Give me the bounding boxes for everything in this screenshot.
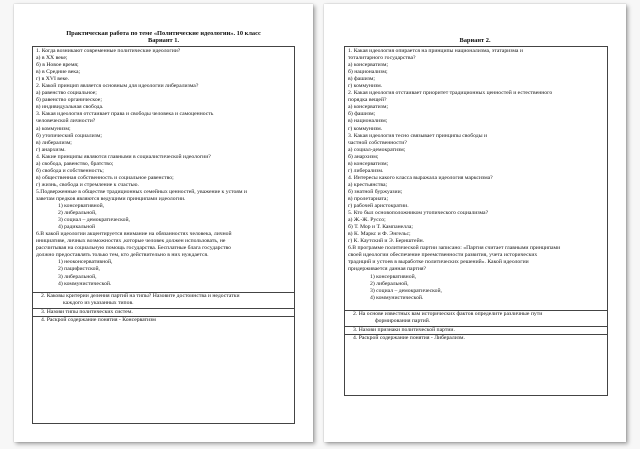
task-text: 2. На основе известных вам исторических фактов определите различные пути [353, 311, 543, 317]
question-line: 5. Кто был основоположником утопического социализма? [348, 210, 489, 217]
worksheet-page-variant-2 [324, 4, 626, 442]
question-line: г) в XVI веке. [36, 76, 70, 83]
question-line: своей идеологии обеспечение преемственности развития, учета исторических [348, 252, 538, 259]
task-row [345, 326, 607, 334]
question-line: 1) неоконсервативной, [58, 259, 113, 266]
question-line: в) либерализм; [36, 139, 72, 146]
question-line: а) равенство социальное; [36, 90, 97, 97]
task-text-continued: формирования партий. [375, 318, 431, 324]
question-line: а) крестьянства; [348, 181, 388, 188]
question-list [345, 47, 607, 302]
question-line: а) консерватизм; [348, 62, 389, 69]
question-line: 4) радикальной [58, 224, 96, 231]
question-line: в) консерватизм; [348, 160, 389, 167]
task-row [33, 292, 294, 307]
question-line: г) коммунизм. [348, 83, 383, 90]
question-line: 4. Какие принципы являются главными в социалистической идеологии? [36, 153, 211, 160]
question-line: 4) коммунистической. [370, 294, 424, 301]
question-line: 4. Интересы какого класса выражала идеология марксизма? [348, 174, 493, 181]
question-line: а) коммунизм; [36, 125, 71, 132]
question-line: а) Ж.-Ж. Руссо; [348, 217, 386, 224]
task-text: 3. Назови признаки политической партии. [353, 327, 455, 333]
question-line: г) рабочей аристократии. [348, 203, 409, 210]
question-line: должно предоставлять только тем, кто действительно в них нуждается. [36, 252, 209, 259]
question-line: человеческой личности? [36, 118, 96, 125]
question-line: заветам предков являются ведущими принципами идеологии. [36, 195, 186, 202]
question-line: а) в XX веке; [36, 55, 68, 62]
variant-heading: Вариант 2. [459, 37, 491, 44]
question-line: а) консерватизм; [348, 104, 389, 111]
question-line: частной собственности? [348, 139, 407, 146]
question-line: 4) коммунистической. [58, 280, 112, 287]
question-list [33, 47, 294, 288]
question-line: в) К. Маркс и Ф. Энгельс; [348, 231, 411, 238]
question-line: 1. Когда возникают современные политические идеологии? [36, 48, 181, 54]
question-line: 1) консервативной, [370, 273, 417, 280]
question-line: 1. Какая идеология опирается на принципы национализма, этатаризма и [348, 48, 523, 54]
task-row [345, 310, 607, 325]
worksheet-page-variant-1 [14, 4, 313, 442]
task-text: 2. Каковы критерии деления партий на типы? Назовите достоинства и недостатки [41, 293, 240, 299]
question-line: инициативе, личных возможностях ,которые человек должен использовать, не [36, 238, 226, 245]
task-text: 4. Раскрой содержание понятия - Либерализм. [353, 335, 465, 341]
question-line: б) знатной буржуазии; [348, 188, 403, 195]
question-line: б) свобода и собственность; [36, 167, 104, 174]
question-line: 3) социал – демократической, [370, 287, 442, 294]
worksheet-title: Практическая работа по теме «Политические идеологии». 10 класс [66, 30, 261, 37]
question-line: 5.Подверженные в обществе традиционных семейных ценностей, уважение к устоям и [36, 188, 247, 195]
question-line: 3. Какая идеология отстаивает права и свободы человека и самоценность [36, 111, 214, 118]
question-line: 6.В какой идеологии акцентируется внимание на обязанностях человека, личной [36, 231, 232, 238]
question-line: г) коммунизм. [348, 125, 383, 132]
task-text-continued: каждого из указанных типов. [63, 300, 134, 306]
question-line: б) равенство органическое; [36, 97, 102, 104]
question-line: в) в Средние века; [36, 69, 81, 76]
question-line: б) анархизм; [348, 153, 379, 160]
question-line: тоталитарного государства? [348, 55, 416, 62]
task-row [33, 308, 294, 316]
question-line: 3) либеральной, [58, 273, 97, 280]
question-line: г) анархизм. [36, 146, 66, 153]
question-line: б) фашизм; [348, 111, 376, 118]
question-line: г) К. Каутский и Э. Бернштейн. [348, 238, 425, 245]
task-text: 4. Раскрой содержание понятия - Консерватизм [41, 317, 156, 323]
question-line: 3. Какая идеология тесно связывает принципы свободы и [348, 132, 487, 139]
task-row [33, 316, 294, 324]
question-line: 2) либеральной, [58, 210, 97, 217]
question-line: рассчитывая на социальную помощь государства. Бесплатные блага государство [36, 245, 231, 252]
question-line: 2) либеральной, [370, 280, 409, 287]
question-line: б) национализм; [348, 69, 388, 76]
variant-heading: Вариант 1. [147, 37, 180, 44]
task-text: 3. Назови типы политических систем. [41, 309, 133, 315]
task-row [345, 334, 607, 342]
questions-box [32, 46, 295, 424]
question-line: 1) консервативной, [58, 203, 105, 210]
question-line: а) свобода, равенство, братство; [36, 160, 114, 167]
question-line: в) фашизм; [348, 76, 375, 83]
question-line: в) пролетариата; [348, 195, 389, 202]
question-line: 2) пацифистской, [58, 266, 100, 273]
questions-box [344, 46, 608, 396]
question-line: традиций и устоев в выработке политических решений». Какой идеологии [348, 259, 529, 266]
question-line: порядка вещей? [348, 97, 387, 104]
question-line: б) утопический социализм; [36, 132, 102, 139]
question-line: 6.В программе политической партии записано: «Партия считает главными принципами [348, 245, 561, 252]
question-line: 2. Какая идеология отстаивает приоритет традиционных ценностей и естественного [348, 90, 553, 97]
question-line: г) жизнь, свобода и стремление к счастью. [36, 181, 139, 188]
question-line: а) социал-демократизм; [348, 146, 406, 153]
question-line: придерживается данная партия? [348, 266, 427, 273]
question-line: 2. Какой принцип является основным для идеологии либерализма? [36, 83, 199, 90]
question-line: 3) социал – демократической, [58, 217, 130, 224]
question-line: в) индивидуальная свобода. [36, 104, 104, 111]
question-line: б) Т. Мор и Т. Кампанелла; [348, 224, 413, 231]
question-line: в) национализм; [348, 118, 388, 125]
question-line: б) в Новое время; [36, 62, 79, 69]
question-line: г) либерализм. [348, 167, 384, 174]
question-line: в) общественная собственность и социальное равенство; [36, 174, 174, 181]
